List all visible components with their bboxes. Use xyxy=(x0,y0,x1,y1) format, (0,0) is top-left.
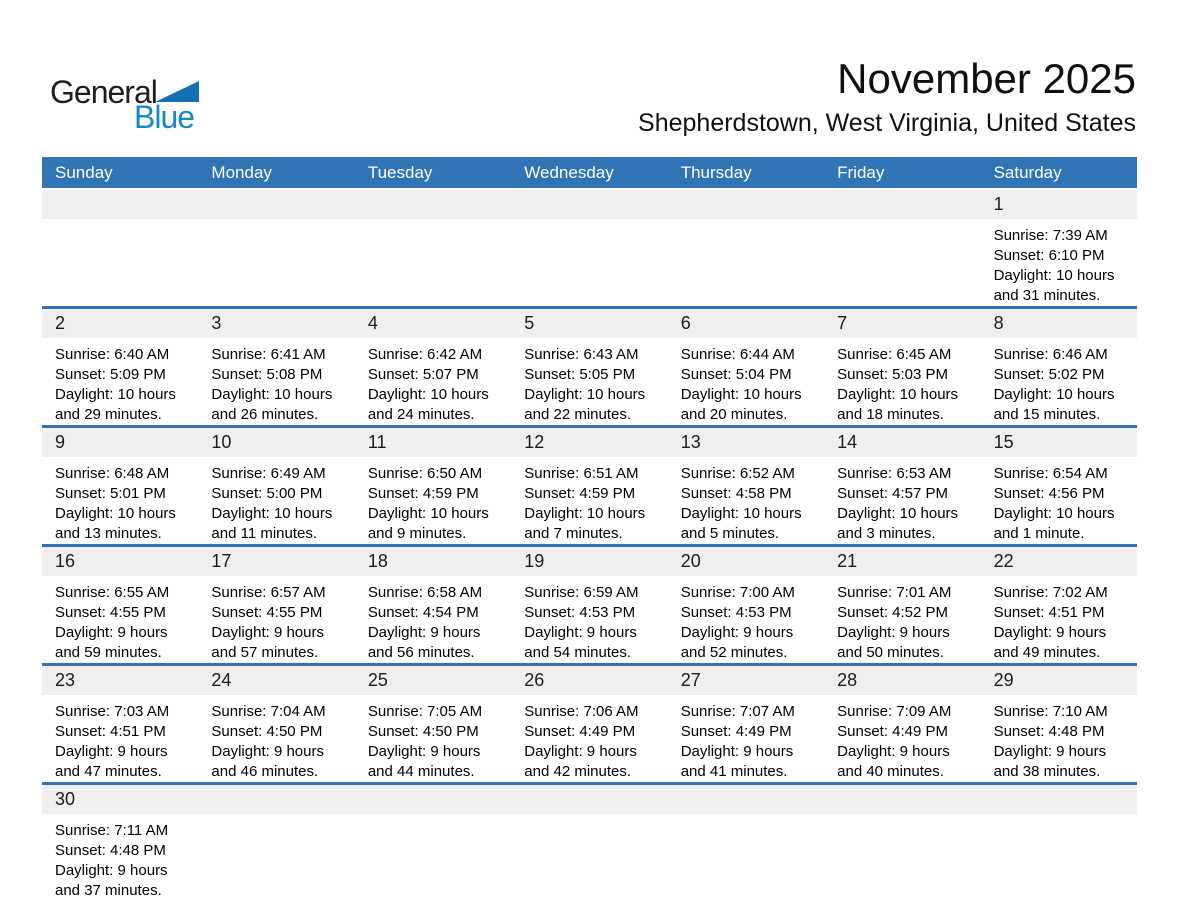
day-details xyxy=(355,457,511,544)
empty-day-cell xyxy=(511,190,667,306)
day-cell-29 xyxy=(981,666,1137,782)
day-cell-24 xyxy=(198,666,354,782)
day-number: 25 xyxy=(355,666,511,695)
day-number: 8 xyxy=(981,309,1137,338)
sunset-text: Sunset: 4:58 PM xyxy=(680,485,792,502)
sunset-text: Sunset: 4:53 PM xyxy=(680,604,792,621)
sunset-text: Sunset: 4:49 PM xyxy=(680,723,792,740)
day-number xyxy=(824,190,980,219)
sunset-text: Sunset: 5:09 PM xyxy=(55,366,166,383)
day-details xyxy=(511,338,667,425)
day-cell-21 xyxy=(824,547,980,663)
empty-day-cell xyxy=(355,785,511,901)
day-number: 10 xyxy=(198,428,354,457)
sunrise-text: Sunrise: 6:49 AM xyxy=(211,465,326,482)
sunset-text: Sunset: 5:01 PM xyxy=(55,485,166,502)
empty-day-cell xyxy=(42,190,198,306)
empty-day-cell xyxy=(511,785,667,901)
day-number: 15 xyxy=(981,428,1137,457)
sunrise-text: Sunrise: 6:57 AM xyxy=(211,584,326,601)
sunrise-text: Sunrise: 7:06 AM xyxy=(524,703,639,720)
day-number xyxy=(42,190,198,219)
empty-day-cell xyxy=(668,785,824,901)
weekday-label-tuesday: Tuesday xyxy=(367,163,433,182)
day-cell-10 xyxy=(198,428,354,544)
sunset-text: Sunset: 4:49 PM xyxy=(524,723,636,740)
day-cell-25 xyxy=(355,666,511,782)
sunrise-text: Sunrise: 6:58 AM xyxy=(367,584,483,601)
sunrise-text: Sunrise: 6:43 AM xyxy=(524,346,639,363)
sunset-text: Sunset: 5:00 PM xyxy=(211,485,323,502)
sunset-text: Sunset: 4:51 PM xyxy=(55,723,166,740)
day-details xyxy=(824,695,980,782)
sunrise-text: Sunrise: 6:48 AM xyxy=(55,465,170,482)
day-cell-13 xyxy=(668,428,824,544)
title-block xyxy=(638,56,1136,138)
day-number: 1 xyxy=(981,190,1137,219)
sunrise-text: Sunrise: 7:09 AM xyxy=(837,703,952,720)
sunrise-text: Sunrise: 6:59 AM xyxy=(524,584,639,601)
day-number: 28 xyxy=(824,666,980,695)
day-cell-9 xyxy=(42,428,198,544)
empty-day-cell xyxy=(824,785,980,901)
day-cell-6 xyxy=(668,309,824,425)
location-subtitle: Shepherdstown, West Virginia, United States xyxy=(638,109,1136,138)
day-details xyxy=(355,338,511,425)
empty-day-cell xyxy=(981,785,1137,901)
day-details xyxy=(824,338,980,425)
day-details xyxy=(198,695,354,782)
daylight-text: Daylight: 9 hours and 52 minutes. xyxy=(680,624,794,661)
day-cell-16 xyxy=(42,547,198,663)
sunset-text: Sunset: 4:57 PM xyxy=(837,485,949,502)
sunset-text: Sunset: 5:08 PM xyxy=(211,366,323,383)
day-number: 20 xyxy=(668,547,824,576)
logo-text-blue: Blue xyxy=(134,99,195,135)
daylight-text: Daylight: 10 hours and 13 minutes. xyxy=(55,505,176,542)
day-cell-30 xyxy=(42,785,198,901)
daylight-text: Daylight: 10 hours and 7 minutes. xyxy=(524,505,646,542)
day-cell-1 xyxy=(981,190,1137,306)
sunset-text: Sunset: 4:52 PM xyxy=(837,604,949,621)
week-row xyxy=(42,544,1137,663)
day-cell-8 xyxy=(981,309,1137,425)
day-number: 13 xyxy=(668,428,824,457)
weekday-label-saturday: Saturday xyxy=(993,163,1062,182)
day-cell-11 xyxy=(355,428,511,544)
sunrise-text: Sunrise: 6:51 AM xyxy=(524,465,639,482)
day-number: 2 xyxy=(42,309,198,338)
week-row xyxy=(42,425,1137,544)
day-cell-27 xyxy=(668,666,824,782)
day-details xyxy=(511,576,667,663)
daylight-text: Daylight: 9 hours and 56 minutes. xyxy=(367,624,481,661)
day-cell-20 xyxy=(668,547,824,663)
day-cell-18 xyxy=(355,547,511,663)
sunset-text: Sunset: 6:10 PM xyxy=(993,247,1105,264)
weekday-label-wednesday: Wednesday xyxy=(524,163,614,182)
sunrise-text: Sunrise: 7:11 AM xyxy=(55,822,169,839)
day-number: 21 xyxy=(824,547,980,576)
sunset-text: Sunset: 4:53 PM xyxy=(524,604,636,621)
day-number: 3 xyxy=(198,309,354,338)
day-number: 6 xyxy=(668,309,824,338)
day-number xyxy=(668,785,824,814)
sunrise-text: Sunrise: 7:39 AM xyxy=(993,227,1108,244)
day-cell-28 xyxy=(824,666,980,782)
sunset-text: Sunset: 5:03 PM xyxy=(837,366,949,383)
sunset-text: Sunset: 4:48 PM xyxy=(55,842,166,859)
sunset-text: Sunset: 4:51 PM xyxy=(993,604,1105,621)
day-cell-22 xyxy=(981,547,1137,663)
day-number xyxy=(355,785,511,814)
day-cell-15 xyxy=(981,428,1137,544)
sunrise-text: Sunrise: 6:50 AM xyxy=(367,465,483,482)
sunrise-text: Sunrise: 7:02 AM xyxy=(993,584,1108,601)
sunrise-text: Sunrise: 6:55 AM xyxy=(55,584,170,601)
daylight-text: Daylight: 9 hours and 40 minutes. xyxy=(837,743,950,780)
weekday-label-sunday: Sunday xyxy=(55,163,113,182)
day-number: 5 xyxy=(511,309,667,338)
sunrise-text: Sunrise: 6:53 AM xyxy=(837,465,952,482)
day-details xyxy=(198,576,354,663)
day-cell-5 xyxy=(511,309,667,425)
daylight-text: Daylight: 10 hours and 29 minutes. xyxy=(55,386,176,423)
day-number: 12 xyxy=(511,428,667,457)
day-details xyxy=(198,457,354,544)
sunrise-text: Sunrise: 6:54 AM xyxy=(993,465,1108,482)
sunrise-text: Sunrise: 6:46 AM xyxy=(993,346,1108,363)
day-details xyxy=(42,814,198,901)
weekday-label-friday: Friday xyxy=(837,163,885,182)
sunrise-text: Sunrise: 6:40 AM xyxy=(55,346,170,363)
daylight-text: Daylight: 10 hours and 3 minutes. xyxy=(837,505,959,542)
day-details xyxy=(355,576,511,663)
day-cell-26 xyxy=(511,666,667,782)
daylight-text: Daylight: 9 hours and 41 minutes. xyxy=(680,743,794,780)
sunset-text: Sunset: 4:50 PM xyxy=(367,723,479,740)
day-details xyxy=(668,457,824,544)
sunrise-text: Sunrise: 7:01 AM xyxy=(837,584,952,601)
day-details xyxy=(981,338,1137,425)
daylight-text: Daylight: 10 hours and 1 minute. xyxy=(993,505,1115,542)
day-number: 30 xyxy=(42,785,198,814)
sunset-text: Sunset: 4:55 PM xyxy=(55,604,166,621)
day-number xyxy=(824,785,980,814)
day-number: 7 xyxy=(824,309,980,338)
daylight-text: Daylight: 10 hours and 11 minutes. xyxy=(211,505,333,542)
day-details xyxy=(511,457,667,544)
sunset-text: Sunset: 4:48 PM xyxy=(993,723,1105,740)
daylight-text: Daylight: 9 hours and 38 minutes. xyxy=(993,743,1107,780)
empty-day-cell xyxy=(824,190,980,306)
daylight-text: Daylight: 9 hours and 44 minutes. xyxy=(367,743,481,780)
day-number: 22 xyxy=(981,547,1137,576)
daylight-text: Daylight: 9 hours and 50 minutes. xyxy=(837,624,950,661)
week-row xyxy=(42,188,1137,306)
daylight-text: Daylight: 10 hours and 5 minutes. xyxy=(680,505,802,542)
day-details xyxy=(42,338,198,425)
sunrise-text: Sunrise: 7:00 AM xyxy=(680,584,795,601)
day-number: 16 xyxy=(42,547,198,576)
weekday-label-thursday: Thursday xyxy=(680,163,752,182)
daylight-text: Daylight: 10 hours and 22 minutes. xyxy=(524,386,646,423)
month-title: November 2025 xyxy=(837,55,1136,102)
day-number: 27 xyxy=(668,666,824,695)
weekday-header-row xyxy=(42,157,1137,188)
sunrise-text: Sunrise: 7:07 AM xyxy=(680,703,795,720)
day-number: 11 xyxy=(355,428,511,457)
day-details xyxy=(42,576,198,663)
daylight-text: Daylight: 10 hours and 26 minutes. xyxy=(211,386,333,423)
daylight-text: Daylight: 10 hours and 24 minutes. xyxy=(367,386,489,423)
day-details xyxy=(981,695,1137,782)
day-cell-2 xyxy=(42,309,198,425)
sunset-text: Sunset: 4:49 PM xyxy=(837,723,949,740)
sunrise-text: Sunrise: 6:45 AM xyxy=(837,346,952,363)
day-details xyxy=(668,338,824,425)
day-cell-17 xyxy=(198,547,354,663)
day-number: 17 xyxy=(198,547,354,576)
day-number: 4 xyxy=(355,309,511,338)
sunrise-text: Sunrise: 6:42 AM xyxy=(367,346,483,363)
day-details xyxy=(42,695,198,782)
page-header xyxy=(0,0,1188,157)
daylight-text: Daylight: 10 hours and 18 minutes. xyxy=(837,386,959,423)
daylight-text: Daylight: 9 hours and 59 minutes. xyxy=(55,624,168,661)
sunrise-text: Sunrise: 6:44 AM xyxy=(680,346,795,363)
empty-day-cell xyxy=(355,190,511,306)
week-row xyxy=(42,306,1137,425)
general-blue-logo xyxy=(50,74,210,138)
day-details xyxy=(824,576,980,663)
sunset-text: Sunset: 5:07 PM xyxy=(367,366,479,383)
day-number: 18 xyxy=(355,547,511,576)
day-cell-23 xyxy=(42,666,198,782)
day-number: 24 xyxy=(198,666,354,695)
empty-day-cell xyxy=(668,190,824,306)
calendar-table xyxy=(42,157,1137,901)
day-number xyxy=(511,785,667,814)
sunset-text: Sunset: 4:55 PM xyxy=(211,604,323,621)
day-number: 19 xyxy=(511,547,667,576)
sunrise-text: Sunrise: 7:04 AM xyxy=(211,703,326,720)
sunset-text: Sunset: 4:54 PM xyxy=(367,604,479,621)
day-number: 29 xyxy=(981,666,1137,695)
day-cell-19 xyxy=(511,547,667,663)
sunrise-text: Sunrise: 6:52 AM xyxy=(680,465,795,482)
day-number xyxy=(511,190,667,219)
day-cell-4 xyxy=(355,309,511,425)
day-number: 14 xyxy=(824,428,980,457)
empty-day-cell xyxy=(198,785,354,901)
day-details xyxy=(511,695,667,782)
sunset-text: Sunset: 5:02 PM xyxy=(993,366,1105,383)
daylight-text: Daylight: 9 hours and 42 minutes. xyxy=(524,743,637,780)
sunrise-text: Sunrise: 7:05 AM xyxy=(367,703,483,720)
day-number: 23 xyxy=(42,666,198,695)
day-details xyxy=(981,219,1137,306)
day-details xyxy=(355,695,511,782)
day-cell-12 xyxy=(511,428,667,544)
day-number xyxy=(668,190,824,219)
sunset-text: Sunset: 4:59 PM xyxy=(524,485,636,502)
day-details xyxy=(824,457,980,544)
daylight-text: Daylight: 9 hours and 57 minutes. xyxy=(211,624,324,661)
day-details xyxy=(981,457,1137,544)
day-cell-3 xyxy=(198,309,354,425)
logo-text-general: General xyxy=(50,74,157,110)
day-details xyxy=(981,576,1137,663)
sunset-text: Sunset: 4:50 PM xyxy=(211,723,323,740)
daylight-text: Daylight: 9 hours and 54 minutes. xyxy=(524,624,637,661)
daylight-text: Daylight: 9 hours and 49 minutes. xyxy=(993,624,1107,661)
day-cell-7 xyxy=(824,309,980,425)
day-number xyxy=(355,190,511,219)
empty-day-cell xyxy=(198,190,354,306)
daylight-text: Daylight: 9 hours and 47 minutes. xyxy=(55,743,168,780)
sunset-text: Sunset: 4:56 PM xyxy=(993,485,1105,502)
weekday-label-monday: Monday xyxy=(211,163,272,182)
daylight-text: Daylight: 10 hours and 9 minutes. xyxy=(367,505,489,542)
calendar-grid xyxy=(42,188,1137,901)
sunset-text: Sunset: 5:04 PM xyxy=(680,366,792,383)
sunset-text: Sunset: 5:05 PM xyxy=(524,366,636,383)
daylight-text: Daylight: 10 hours and 20 minutes. xyxy=(680,386,802,423)
daylight-text: Daylight: 9 hours and 46 minutes. xyxy=(211,743,324,780)
day-details xyxy=(668,576,824,663)
day-number xyxy=(198,190,354,219)
daylight-text: Daylight: 10 hours and 15 minutes. xyxy=(993,386,1115,423)
day-cell-14 xyxy=(824,428,980,544)
day-details xyxy=(42,457,198,544)
week-row xyxy=(42,782,1137,901)
day-details xyxy=(668,695,824,782)
day-number: 26 xyxy=(511,666,667,695)
day-number xyxy=(981,785,1137,814)
daylight-text: Daylight: 9 hours and 37 minutes. xyxy=(55,862,168,899)
day-number xyxy=(198,785,354,814)
sunrise-text: Sunrise: 7:10 AM xyxy=(993,703,1108,720)
sunrise-text: Sunrise: 7:03 AM xyxy=(55,703,170,720)
daylight-text: Daylight: 10 hours and 31 minutes. xyxy=(993,267,1115,304)
week-row xyxy=(42,663,1137,782)
day-details xyxy=(198,338,354,425)
day-number: 9 xyxy=(42,428,198,457)
sunset-text: Sunset: 4:59 PM xyxy=(367,485,479,502)
sunrise-text: Sunrise: 6:41 AM xyxy=(211,346,326,363)
